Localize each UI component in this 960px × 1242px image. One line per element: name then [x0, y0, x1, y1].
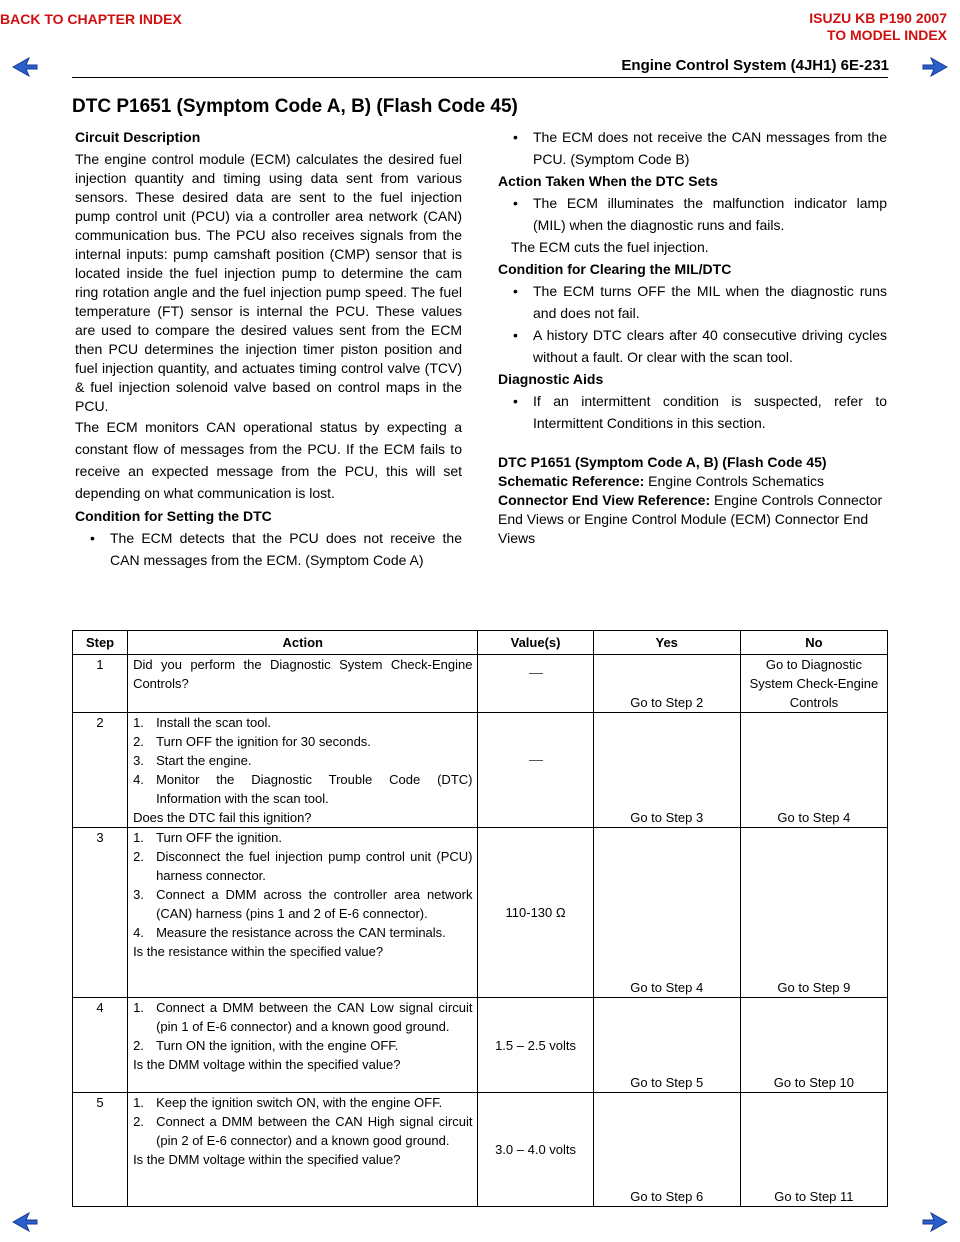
table-row — [73, 713, 888, 828]
list-item — [498, 390, 887, 434]
diagnostic-aids-list — [498, 390, 887, 434]
to-model-index-link[interactable]: TO MODEL INDEX — [826, 27, 947, 43]
no-cell[interactable]: Go to Step 9 — [740, 828, 887, 998]
action-column-header: Action — [128, 631, 478, 655]
list-item — [498, 280, 887, 324]
prev-page-bottom-arrow-icon[interactable] — [12, 1212, 38, 1232]
yes-cell[interactable]: Go to Step 5 — [593, 998, 740, 1093]
spacer — [498, 434, 887, 453]
condition-clearing-list — [498, 280, 887, 368]
table-row — [73, 1093, 888, 1207]
condition-setting-list — [75, 527, 462, 571]
bullet-text: The ECM turns OFF the MIL when the diagnostic runs and does not fail. — [533, 283, 887, 321]
action-list — [133, 1093, 472, 1150]
no-column-header: No — [740, 631, 887, 655]
table-header-row — [73, 631, 888, 655]
yes-cell[interactable]: Go to Step 4 — [593, 828, 740, 998]
bullet-icon: • — [513, 393, 518, 409]
yes-column-header: Yes — [593, 631, 740, 655]
next-page-bottom-arrow-icon[interactable] — [922, 1212, 948, 1232]
no-cell[interactable]: Go to Diagnostic System Check-Engine Controls — [740, 655, 887, 713]
action-question: Does the DTC fail this ignition? — [133, 810, 312, 825]
value-cell — [478, 713, 593, 828]
condition-setting-heading: Condition for Setting the DTC — [75, 508, 272, 524]
list-item: 1. Turn OFF the ignition. — [133, 830, 283, 845]
bullet-text: If an intermittent condition is suspected, refer to Intermittent Conditions in this section. — [533, 393, 887, 431]
step-number: 2 — [73, 713, 128, 828]
list-item — [498, 126, 887, 170]
list-item — [498, 324, 887, 368]
list-item: 2. Connect a DMM between the CAN High signal circuit (pin 2 of E-6 connector) and a known good ground. — [133, 1114, 473, 1148]
page-header-title: Engine Control System (4JH1) 6E-231 — [621, 57, 889, 74]
schematic-reference — [498, 472, 887, 491]
no-cell[interactable]: Go to Step 10 — [740, 998, 887, 1093]
bullet-text: The ECM does not receive the CAN messages from the PCU. (Symptom Code B) — [533, 129, 887, 167]
model-title-link[interactable]: ISUZU KB P190 2007 — [809, 10, 947, 26]
condition-setting-list-cont — [498, 126, 887, 170]
list-item: 1. Keep the ignition switch ON, with the engine OFF. — [133, 1095, 443, 1110]
list-item: 4. Measure the resistance across the CAN terminals. — [133, 925, 446, 940]
step-column-header: Step — [73, 631, 128, 655]
back-to-chapter-index-link[interactable]: BACK TO CHAPTER INDEX — [0, 11, 182, 27]
list-item: 2. Turn ON the ignition, with the engine OFF. — [133, 1038, 399, 1053]
left-column — [75, 126, 462, 571]
no-cell[interactable]: Go to Step 4 — [740, 713, 887, 828]
action-cell — [128, 1093, 478, 1207]
bullet-text: The ECM illuminates the malfunction indicator lamp (MIL) when the diagnostic runs and fails. — [533, 195, 887, 233]
no-cell[interactable]: Go to Step 11 — [740, 1093, 887, 1207]
step-number: 4 — [73, 998, 128, 1093]
action-list — [133, 998, 472, 1055]
diagnostic-table — [72, 630, 888, 1207]
next-page-arrow-icon[interactable] — [922, 57, 948, 77]
action-cell — [128, 713, 478, 828]
can-monitor-text: The ECM monitors CAN operational status by expecting a constant flow of messages from the PCU. If the ECM fails to receive an expected message from the PCU, this will set depending on what communication is lost. — [75, 419, 462, 501]
circuit-description-heading: Circuit Description — [75, 129, 201, 145]
fuel-cut-text: The ECM cuts the fuel injection. — [511, 239, 709, 255]
list-item — [498, 192, 887, 236]
prev-page-arrow-icon[interactable] — [12, 57, 38, 77]
action-cell — [128, 828, 478, 998]
table-row — [73, 998, 888, 1093]
table-row — [73, 655, 888, 713]
condition-clearing-heading: Condition for Clearing the MIL/DTC — [498, 261, 732, 277]
bullet-text: The ECM detects that the PCU does not receive the CAN messages from the ECM. (Symptom Code A) — [110, 530, 462, 568]
header-divider — [72, 77, 888, 78]
bullet-icon: • — [513, 283, 518, 299]
schematic-reference-link[interactable]: Engine Controls Schematics — [644, 473, 825, 489]
action-cell — [128, 998, 478, 1093]
schematic-reference-label: Schematic Reference: — [498, 473, 645, 489]
no-value-dash — [529, 760, 543, 761]
page-title: DTC P1651 (Symptom Code A, B) (Flash Code 45) — [72, 96, 518, 117]
step-number: 1 — [73, 655, 128, 713]
action-taken-list — [498, 192, 887, 236]
action-cell — [128, 655, 478, 713]
no-value-dash — [529, 673, 543, 674]
list-item: 2. Disconnect the fuel injection pump control unit (PCU) harness connector. — [133, 849, 473, 883]
list-item: 3. Start the engine. — [133, 753, 252, 768]
action-list — [133, 828, 472, 942]
yes-cell[interactable]: Go to Step 2 — [593, 655, 740, 713]
list-item — [75, 527, 462, 571]
action-question: Is the DMM voltage within the specified value? — [133, 1057, 401, 1072]
bullet-icon: • — [513, 129, 518, 145]
list-item: 3. Connect a DMM across the controller area network (CAN) harness (pins 1 and 2 of E-6 connector). — [133, 887, 473, 921]
model-index-links — [809, 10, 947, 44]
action-taken-heading: Action Taken When the DTC Sets — [498, 173, 718, 189]
list-item: 4. Monitor the Diagnostic Trouble Code (DTC) Information with the scan tool. — [133, 772, 473, 806]
yes-cell[interactable]: Go to Step 6 — [593, 1093, 740, 1207]
action-question: Did you perform the Diagnostic System Check-Engine Controls? — [133, 657, 473, 691]
action-question: Is the DMM voltage within the specified value? — [133, 1152, 401, 1167]
yes-cell[interactable]: Go to Step 3 — [593, 713, 740, 828]
values-column-header: Value(s) — [478, 631, 593, 655]
table-row — [73, 828, 888, 998]
connector-reference — [498, 491, 887, 548]
circuit-description-text: The engine control module (ECM) calculates the desired fuel injection quantity and timing using data sent from various sensors. These desired data are sent to the fuel injection pump control unit (PCU) via a controller area network (CAN) communication bus. The PCU also receives signals from the internal inputs: pump camshaft position (CMP) sensor that is located inside the fuel injection pump to determine the cam ring rotation angle and the fuel injection pump speed. The fuel temperature (FT) sensor is internal the PCU. These values are used to compare the desired values sent from the ECM then PCU determines the injection timer piston position and fuel injection quantity, and actuates timing control valve (TCV) & fuel injection solenoid valve based on control maps in the PCU. — [75, 151, 462, 414]
bullet-icon: • — [513, 195, 518, 211]
bullet-icon: • — [90, 530, 95, 546]
list-item: 2. Turn OFF the ignition for 30 seconds. — [133, 734, 371, 749]
bullet-text: A history DTC clears after 40 consecutive driving cycles without a fault. Or clear with the scan tool. — [533, 327, 887, 365]
connector-reference-label: Connector End View Reference: — [498, 492, 711, 508]
step-number: 3 — [73, 828, 128, 998]
diagnostic-aids-heading: Diagnostic Aids — [498, 371, 604, 387]
value-cell — [478, 655, 593, 713]
value-cell: 110-130 Ω — [478, 828, 593, 998]
list-item: 1. Connect a DMM between the CAN Low signal circuit (pin 1 of E-6 connector) and a known good ground. — [133, 1000, 473, 1034]
connector-reference-link[interactable]: Engine Controls Connector End Views or Engine Control Module (ECM) Connector End Views — [498, 492, 883, 546]
value-cell: 3.0 – 4.0 volts — [478, 1093, 593, 1207]
step-number: 5 — [73, 1093, 128, 1207]
right-column — [498, 126, 887, 548]
action-list — [133, 713, 472, 808]
bullet-icon: • — [513, 327, 518, 343]
dtc-reference-title: DTC P1651 (Symptom Code A, B) (Flash Code 45) — [498, 454, 827, 470]
action-question: Is the resistance within the specified value? — [133, 944, 384, 959]
list-item: 1. Install the scan tool. — [133, 715, 271, 730]
value-cell: 1.5 – 2.5 volts — [478, 998, 593, 1093]
